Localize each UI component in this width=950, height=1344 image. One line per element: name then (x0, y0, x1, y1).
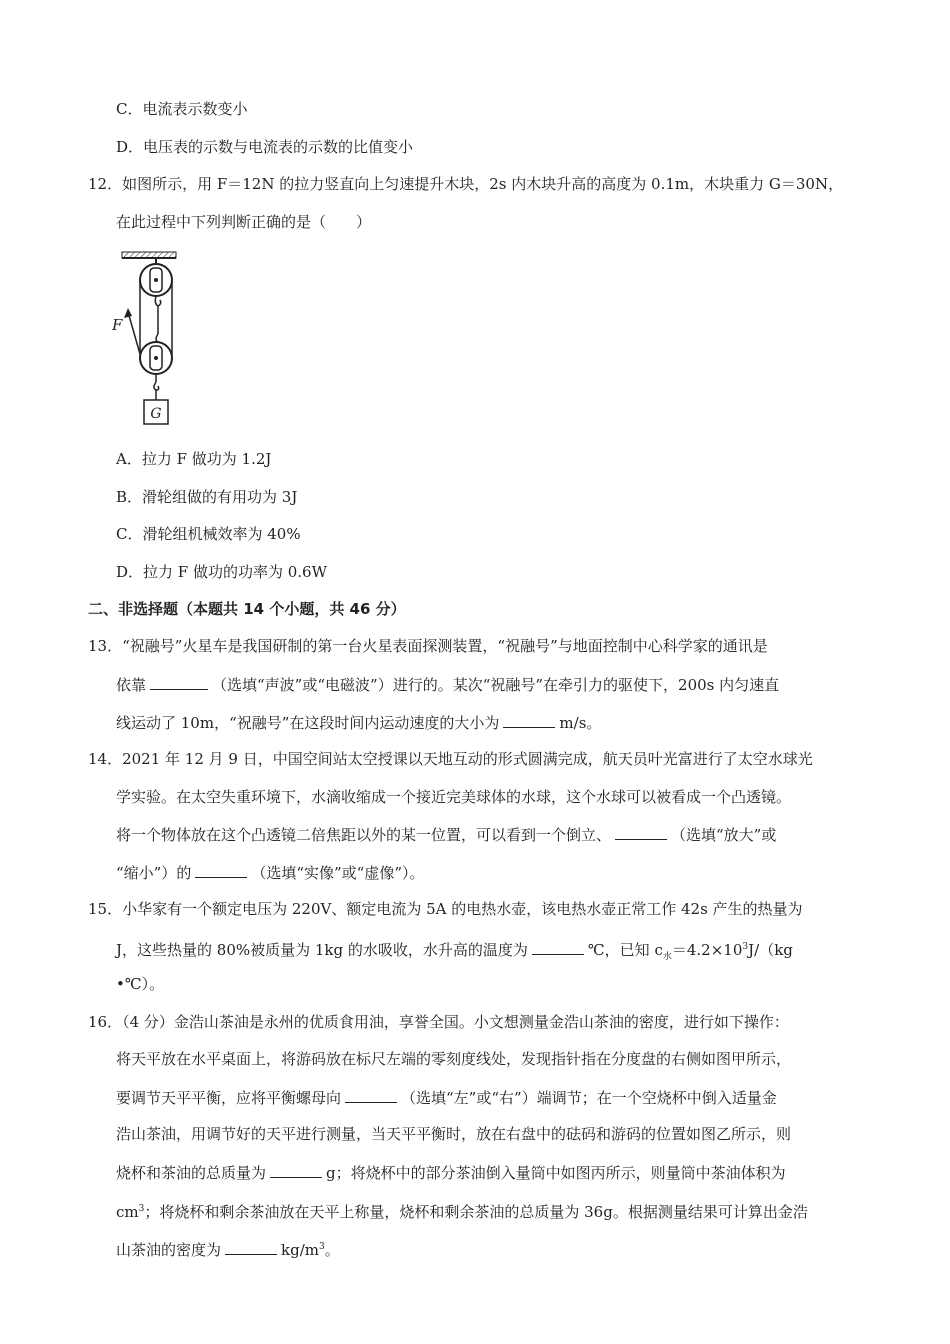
force-label: F (112, 316, 123, 334)
section2-title: 二、非选择题（本题共 14 个小题，共 46 分） (88, 600, 406, 618)
q13-line3: 线运动了 10m，“祝融号”在这段时间内运动速度的大小为 m/s。 (116, 711, 601, 734)
q14-blank-1[interactable] (615, 823, 667, 840)
q12-option-b: B．滑轮组做的有用功为 3J (116, 488, 298, 506)
q12-option-d: D．拉力 F 做功的功率为 0.6W (116, 563, 328, 581)
q11-option-c: C．电流表示数变小 (116, 100, 248, 118)
force-arrow (128, 312, 140, 354)
q15-line2: J，这些热量的 80%被质量为 1kg 的水吸收，水升高的温度为 ℃，已知 $c_水=4.2\times 10^3J/(kg$ (116, 936, 793, 968)
q15-line3: •℃）。 (116, 975, 165, 993)
q14-line1: 14．2021 年 12 月 9 日，中国空间站太空授课以天地互动的形式圆满完成，航天员叶光富进行了太空水球光 (88, 750, 813, 768)
q16-line3: 要调节天平平衡，应将平衡螺母向 （选填“左”或“右”）端调节；在一个空烧杯中倒入适量金 (116, 1086, 777, 1109)
q12-stem-line2: 在此过程中下列判断正确的是（ ） (116, 213, 372, 231)
q16-line4: 浩山茶油，用调节好的天平进行测量，当天平平衡时，放在右盘中的砝码和游码的位置如图乙所示，则 (116, 1125, 792, 1143)
q12-option-c: C．滑轮组机械效率为 40% (116, 525, 301, 543)
q16-line2: 将天平放在水平桌面上，将游码放在标尺左端的零刻度线处，发现指针指在分度盘的右侧如图甲所示， (116, 1050, 792, 1068)
q13-line1: 13．“祝融号”火星车是我国研制的第一台火星表面探测装置，“祝融号”与地面控制中心科学家的通讯是 (88, 637, 768, 655)
q15-blank-1[interactable] (532, 938, 584, 955)
q16-blank-1[interactable] (345, 1086, 397, 1103)
q13-blank-1[interactable] (150, 673, 208, 690)
q16-blank-3[interactable] (225, 1238, 277, 1255)
weight-label: G (150, 406, 162, 422)
q13-blank-2[interactable] (503, 711, 555, 728)
q12-option-a: A．拉力 F 做功为 1.2J (116, 450, 272, 468)
q14-blank-2[interactable] (195, 861, 247, 878)
q15-line1: 15．小华家有一个额定电压为 220V、额定电流为 5A 的电热水壶，该电热水壶正常工作 42s 产生的热量为 (88, 900, 803, 918)
q16-line1: 16．（4 分）金浩山茶油是永州的优质食用油，享誉全国。小文想测量金浩山茶油的密度，进行如下操作： (88, 1013, 789, 1031)
q11-option-d: D．电压表的示数与电流表的示数的比值变小 (116, 138, 414, 156)
q13-line2: 依靠 （选填“声波”或“电磁波”）进行的。某次“祝融号”在牵引力的驱使下，200s 内匀速直 (116, 673, 779, 696)
q16-blank-2[interactable] (270, 1161, 322, 1178)
q14-line3: 将一个物体放在这个凸透镜二倍焦距以外的某一位置，可以看到一个倒立、 （选填“放大”或 (116, 823, 776, 846)
q16-line5: 烧杯和茶油的总质量为 g；将烧杯中的部分茶油倒入量筒中如图丙所示，则量筒中茶油体积为 (116, 1161, 786, 1184)
q16-line7: 山茶油的密度为 $kg/m^3$。 (116, 1236, 340, 1261)
q16-line6: $cm^3$；将烧杯和剩余茶油放在天平上称量，烧杯和剩余茶油的总质量为 36g。根据测量结果可计算出金浩 (116, 1203, 808, 1221)
pulley-system-figure (108, 250, 188, 432)
q14-line2: 学实验。在太空失重环境下，水滴收缩成一个接近完美球体的水球，这个水球可以被看成一个凸透镜。 (116, 788, 792, 806)
q12-stem-line1: 12．如图所示，用 F＝12N 的拉力竖直向上匀速提升木块，2s 内木块升高的高度为 0.1m，木块重力 G＝30N， (88, 175, 844, 193)
q14-line4: “缩小”）的 （选填“实像”或“虚像”）。 (116, 861, 425, 884)
